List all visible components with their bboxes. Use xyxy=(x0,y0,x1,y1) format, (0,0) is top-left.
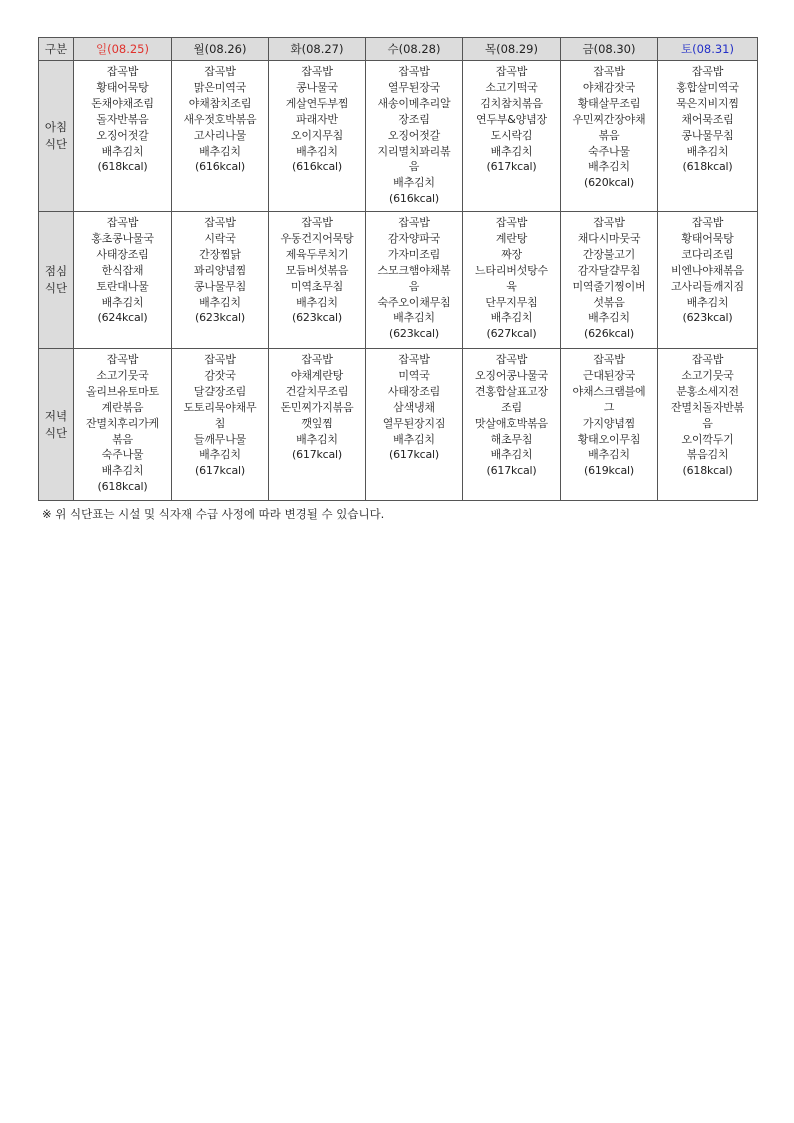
menu-item: 잡곡밥 xyxy=(398,65,430,78)
menu-item: 미역초무침 xyxy=(290,279,344,293)
menu-item: 가지양념찜 xyxy=(582,416,636,430)
menu-item: 잡곡밥 xyxy=(495,353,528,366)
menu-item: 야채감잣국 xyxy=(582,80,636,94)
menu-item: 잡곡밥 xyxy=(593,353,625,366)
menu-item: 시락국 xyxy=(204,231,236,245)
menu-item: (626kcal) xyxy=(584,327,634,341)
menu-item: 잡곡밥 xyxy=(106,216,139,229)
menu-item: 홍초콩나물국 xyxy=(91,231,154,245)
menu-cell xyxy=(561,212,658,349)
menu-item: 잡곡밥 xyxy=(106,65,139,78)
menu-item: 야채계란탕 xyxy=(290,368,344,382)
menu-item: 깻잎찜 xyxy=(301,416,333,430)
menu-item: 묵은지비지찜 xyxy=(676,96,739,110)
menu-item: 볶음 xyxy=(598,128,620,142)
menu-item: 잡곡밥 xyxy=(593,216,625,229)
menu-item: 소고기떡국 xyxy=(485,80,538,94)
menu-item: 제육두루치기 xyxy=(285,247,349,261)
menu-item: 오이깍두기 xyxy=(681,432,734,446)
menu-cell xyxy=(74,212,172,349)
menu-item: 볶음 xyxy=(112,432,133,446)
menu-item: 잡곡밥 xyxy=(495,65,528,78)
menu-item: 연두부&양념장 xyxy=(476,112,547,126)
menu-item: 황태살무조림 xyxy=(577,96,641,110)
menu-item: 짜장 xyxy=(501,247,522,261)
menu-item: 배추김치 xyxy=(588,160,630,174)
menu-item: 지리멸치꽈리볶 xyxy=(377,144,451,158)
menu-item: 한식잡채 xyxy=(101,263,144,277)
menu-cell xyxy=(172,349,269,501)
menu-item: 근대된장국 xyxy=(582,368,636,382)
meal-label xyxy=(39,349,74,501)
menu-item: 홍합살미역국 xyxy=(676,80,739,94)
menu-item: 숙주오이채무침 xyxy=(377,295,451,309)
menu-item: 음 xyxy=(408,279,420,293)
menu-item: 배추김치 xyxy=(296,144,338,158)
footnote-text: ※ 위 식단표는 시설 및 식자재 수급 사정에 따라 변경될 수 있습니다. xyxy=(42,507,385,521)
menu-item: 게살연두부찜 xyxy=(285,96,349,110)
menu-cell xyxy=(366,212,463,349)
menu-item: (627kcal) xyxy=(486,327,537,341)
menu-item: (623kcal) xyxy=(389,327,439,341)
menu-item: 해초무침 xyxy=(490,432,533,446)
menu-item: 잡곡밥 xyxy=(301,216,333,229)
menu-item: 잡곡밥 xyxy=(204,65,236,78)
menu-item: 잡곡밥 xyxy=(106,353,139,366)
menu-cell xyxy=(658,61,758,212)
menu-item: 배추김치 xyxy=(199,295,241,309)
menu-item: 볶음김치 xyxy=(686,448,729,462)
menu-item: 돈민찌가지볶음 xyxy=(280,400,354,414)
meal-label xyxy=(39,61,74,212)
menu-item: 계란탕 xyxy=(495,231,528,245)
menu-item: 우민찌간장야채 xyxy=(572,112,646,126)
menu-cell xyxy=(366,61,463,212)
meal-label-line: 아침 xyxy=(44,120,68,134)
menu-item: 잔멸치후리가케 xyxy=(86,416,159,430)
meal-row xyxy=(39,212,758,349)
meal-row xyxy=(39,61,758,212)
menu-item: 배추김치 xyxy=(686,144,729,158)
menu-item: 침 xyxy=(214,416,226,430)
menu-item: 배추김치 xyxy=(296,295,338,309)
menu-item: 열무된장국 xyxy=(387,80,441,94)
menu-item: 배추김치 xyxy=(199,448,241,462)
menu-item: 오징어젓갈 xyxy=(387,128,441,142)
menu-item: 우동건지어묵탕 xyxy=(280,231,354,245)
menu-item: (623kcal) xyxy=(195,311,245,325)
menu-item: 비엔나야채볶음 xyxy=(671,263,744,277)
menu-item: 오이지무침 xyxy=(290,128,344,142)
menu-item: 배추김치 xyxy=(101,464,144,478)
menu-cell xyxy=(172,212,269,349)
menu-item: 배추김치 xyxy=(588,448,630,462)
menu-item: 채어묵조림 xyxy=(681,112,734,126)
menu-item: 장조림 xyxy=(398,112,430,126)
menu-item: 오징어콩나물국 xyxy=(475,368,548,382)
menu-item: 그 xyxy=(603,400,615,414)
meal-row xyxy=(39,349,758,501)
menu-item: 배추김치 xyxy=(199,144,241,158)
meal-label xyxy=(39,212,74,349)
menu-item: 코다리조림 xyxy=(681,247,734,261)
menu-item: 배추김치 xyxy=(490,311,533,325)
menu-item: 달걀장조림 xyxy=(193,384,247,398)
menu-item: 가자미조림 xyxy=(387,247,441,261)
menu-item: 미역국 xyxy=(398,368,430,382)
menu-item: 도시락김 xyxy=(490,128,533,142)
menu-item: 토란대나물 xyxy=(96,279,149,293)
menu-item: 돌자반볶음 xyxy=(96,112,149,126)
day-header-mon: 월(08.26) xyxy=(172,38,269,61)
day-header-sat: 토(08.31) xyxy=(658,38,758,61)
menu-item: (617kcal) xyxy=(389,448,439,462)
menu-item: 육 xyxy=(506,279,517,293)
meal-plan-table xyxy=(38,37,758,501)
day-header-wed: 수(08.28) xyxy=(366,38,463,61)
menu-item: 감자양파국 xyxy=(387,231,441,245)
header-corner: 구분 xyxy=(39,38,74,61)
menu-item: (623kcal) xyxy=(292,311,342,325)
meal-label-line: 식단 xyxy=(44,425,68,440)
menu-item: 미역줄기찡이버 xyxy=(572,279,646,293)
menu-item: (617kcal) xyxy=(486,464,537,478)
menu-item: 잡곡밥 xyxy=(691,65,724,78)
menu-item: 콩나물무침 xyxy=(193,279,247,293)
menu-item: 오징어젓갈 xyxy=(96,128,149,142)
menu-item: 숙주나물 xyxy=(101,448,144,462)
menu-item: 스모크햄야채볶 xyxy=(377,263,451,277)
menu-item: (618kcal) xyxy=(97,160,148,174)
header-row xyxy=(39,38,758,61)
meal-label-line: 식단 xyxy=(44,281,68,295)
menu-cell xyxy=(269,61,366,212)
menu-item: 꽈리양념찜 xyxy=(193,263,247,277)
menu-item: 잡곡밥 xyxy=(495,216,528,229)
menu-item: 배추김치 xyxy=(393,311,435,325)
menu-item: 간장불고기 xyxy=(582,247,636,261)
menu-item: 잔멸치돌자반볶 xyxy=(671,400,744,414)
menu-item: 파래자반 xyxy=(296,112,338,126)
menu-item: 콩나물무침 xyxy=(681,128,734,142)
menu-item: 잡곡밥 xyxy=(398,216,430,229)
menu-cell xyxy=(658,212,758,349)
menu-item: 모듬버섯볶음 xyxy=(285,263,349,277)
menu-cell xyxy=(269,349,366,501)
meal-label-line: 식단 xyxy=(44,137,68,151)
menu-item: 배추김치 xyxy=(490,144,533,158)
menu-cell xyxy=(561,349,658,501)
menu-item: 배추김치 xyxy=(296,432,338,446)
menu-item: 올리브유토마토 xyxy=(86,384,159,398)
menu-item: 잡곡밥 xyxy=(301,65,333,78)
menu-item: 잡곡밥 xyxy=(593,65,625,78)
menu-item: (616kcal) xyxy=(292,160,342,174)
menu-item: (620kcal) xyxy=(584,176,634,190)
day-header-fri: 금(08.30) xyxy=(561,38,658,61)
menu-item: 채다시마뭇국 xyxy=(577,231,641,245)
meal-label-line: 점심 xyxy=(44,264,68,278)
menu-item: (616kcal) xyxy=(389,192,439,206)
menu-cell xyxy=(366,349,463,501)
menu-item: (619kcal) xyxy=(584,464,634,478)
menu-item: 사태장조림 xyxy=(96,247,149,261)
menu-item: 배추김치 xyxy=(393,432,435,446)
menu-item: 감자달걀무침 xyxy=(577,263,641,277)
menu-cell xyxy=(74,61,172,212)
menu-item: 고사리들깨지짐 xyxy=(671,279,744,293)
table-header xyxy=(39,38,758,61)
menu-item: (617kcal) xyxy=(195,464,245,478)
menu-cell xyxy=(172,61,269,212)
menu-item: 간장찜닭 xyxy=(199,247,241,261)
menu-item: 도토리묵야채무 xyxy=(183,400,257,414)
menu-item: 감잣국 xyxy=(204,368,236,382)
menu-item: 섯볶음 xyxy=(593,295,625,309)
menu-item: 배추김치 xyxy=(686,295,729,309)
menu-item: 황태어묵탕 xyxy=(96,80,149,94)
menu-item: 고사리나물 xyxy=(193,128,247,142)
menu-item: 숙주나물 xyxy=(588,144,630,158)
menu-item: 소고기뭇국 xyxy=(681,368,734,382)
menu-item: 잡곡밥 xyxy=(301,353,333,366)
menu-item: 잡곡밥 xyxy=(204,216,236,229)
menu-cell xyxy=(463,349,561,501)
meal-label-line: 저녁 xyxy=(44,408,68,423)
menu-item: 맛살애호박볶음 xyxy=(475,416,548,430)
menu-cell xyxy=(463,61,561,212)
menu-item: 조림 xyxy=(501,400,522,414)
menu-item: (623kcal) xyxy=(682,311,733,325)
menu-item: 잡곡밥 xyxy=(204,353,236,366)
menu-item: 돈채야채조림 xyxy=(91,96,154,110)
menu-item: 사태장조림 xyxy=(387,384,441,398)
day-header-sun: 일(08.25) xyxy=(74,38,172,61)
menu-item: 배추김치 xyxy=(393,176,435,190)
menu-item: 야채참치조림 xyxy=(188,96,252,110)
menu-item: 견홍합살표고장 xyxy=(475,384,548,398)
menu-cell xyxy=(658,349,758,501)
menu-item: (624kcal) xyxy=(97,311,148,325)
day-header-tue: 화(08.27) xyxy=(269,38,366,61)
menu-item: 계란볶음 xyxy=(101,400,144,414)
menu-item: 삼색냉채 xyxy=(393,400,435,414)
menu-cell xyxy=(269,212,366,349)
menu-item: 황태오이무침 xyxy=(577,432,641,446)
menu-item: (617kcal) xyxy=(486,160,537,174)
menu-item: 황태어묵탕 xyxy=(681,231,734,245)
menu-item: (618kcal) xyxy=(682,464,733,478)
table-body xyxy=(39,61,758,501)
menu-item: 배추김치 xyxy=(101,295,144,309)
menu-item: (618kcal) xyxy=(97,480,148,494)
menu-item: 배추김치 xyxy=(490,448,533,462)
menu-item: (617kcal) xyxy=(292,448,342,462)
menu-item: 음 xyxy=(408,160,420,174)
menu-item: 새우젓호박볶음 xyxy=(183,112,257,126)
menu-item: 느타리버섯탕수 xyxy=(475,263,548,277)
menu-item: 배추김치 xyxy=(101,144,144,158)
menu-item: 배추김치 xyxy=(588,311,630,325)
menu-item: 건갈치무조림 xyxy=(285,384,349,398)
menu-cell xyxy=(561,61,658,212)
menu-item: 들깨무나물 xyxy=(193,432,247,446)
menu-item: 음 xyxy=(702,416,713,430)
menu-item: 새송이메추리알 xyxy=(377,96,451,110)
menu-item: 잡곡밥 xyxy=(398,353,430,366)
day-header-thu: 목(08.29) xyxy=(463,38,561,61)
menu-cell xyxy=(463,212,561,349)
menu-item: 분홍소세지전 xyxy=(676,384,739,398)
menu-item: 소고기뭇국 xyxy=(96,368,149,382)
menu-item: 단무지무침 xyxy=(485,295,538,309)
menu-item: 콩나물국 xyxy=(296,80,338,94)
menu-item: 열무된장지짐 xyxy=(382,416,446,430)
menu-item: 야채스크램블에 xyxy=(572,384,646,398)
menu-item: 잡곡밥 xyxy=(691,353,724,366)
menu-item: (618kcal) xyxy=(682,160,733,174)
menu-item: 김치참치볶음 xyxy=(480,96,543,110)
menu-item: 잡곡밥 xyxy=(691,216,724,229)
menu-item: (616kcal) xyxy=(195,160,245,174)
menu-cell xyxy=(74,349,172,501)
menu-item: 맑은미역국 xyxy=(193,80,247,94)
